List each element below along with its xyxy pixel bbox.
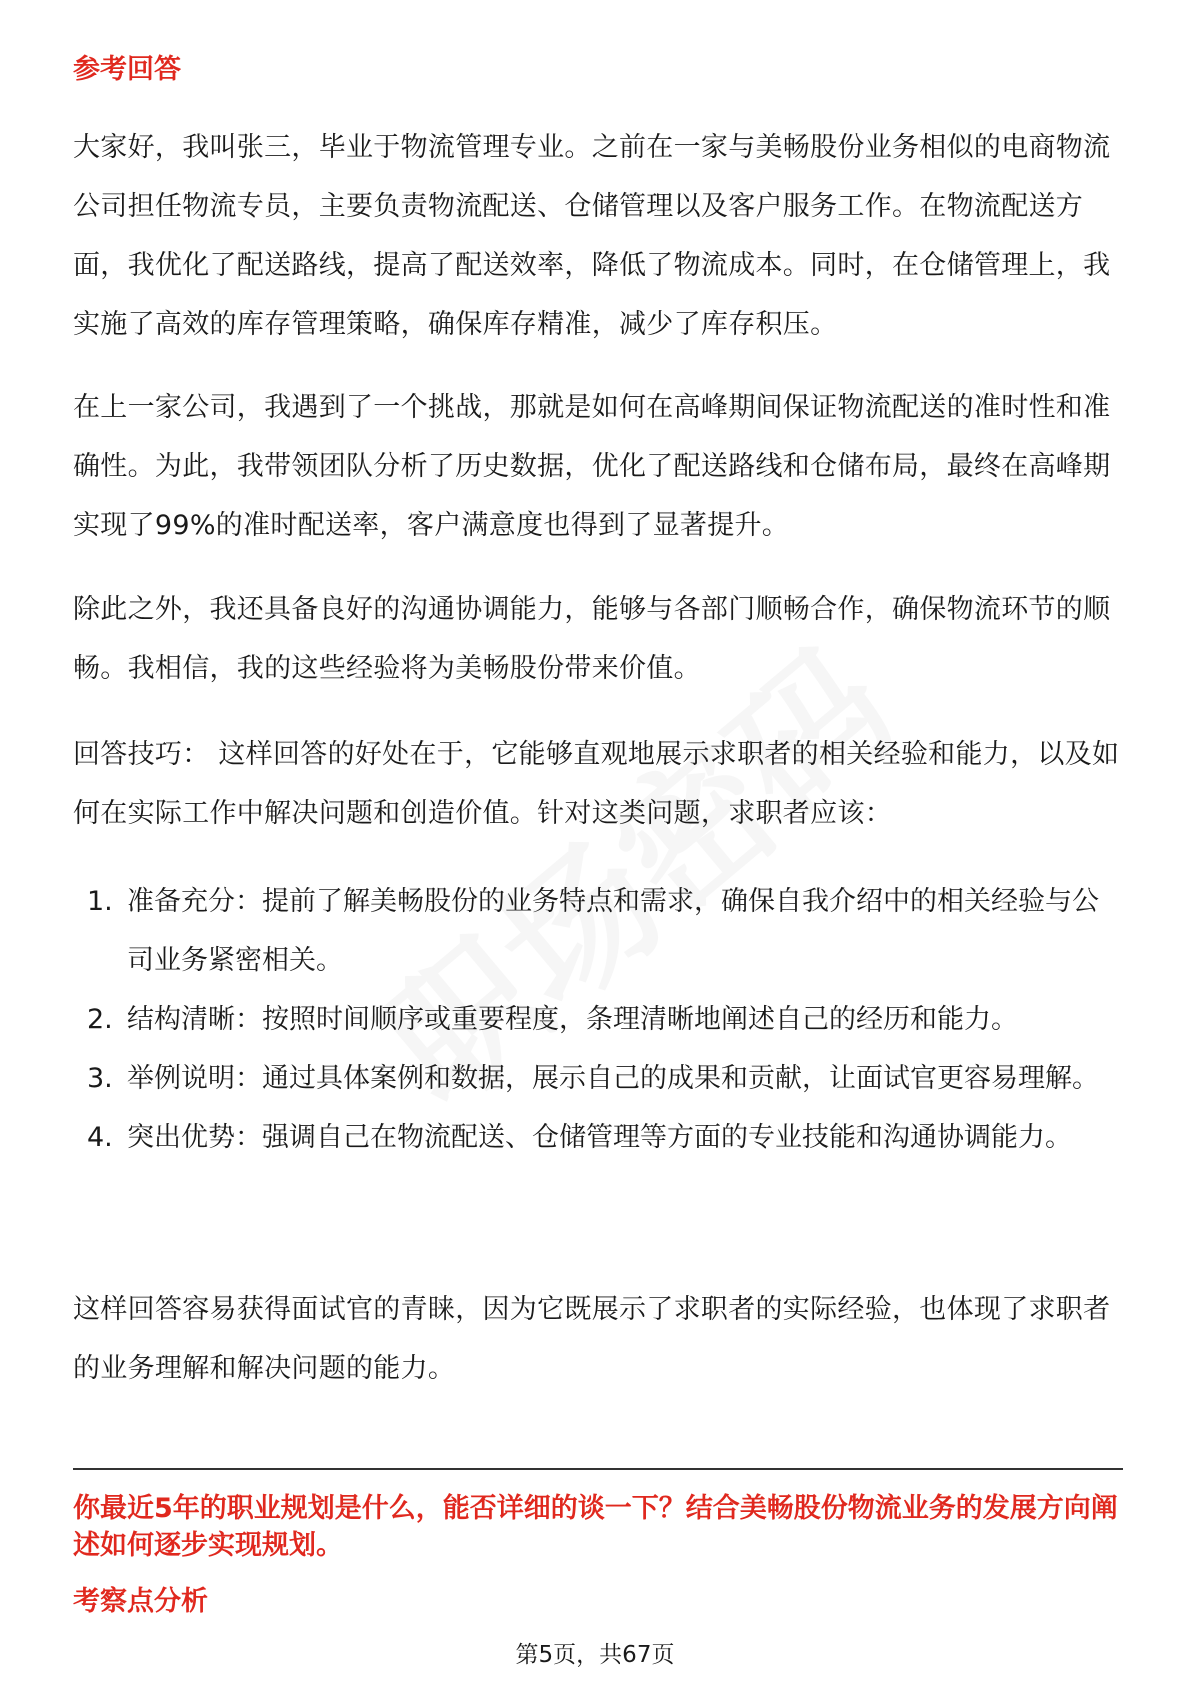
divider [73, 1468, 1123, 1470]
list-number: 1. [87, 886, 113, 917]
analysis-title: 考察点分析 [73, 1586, 208, 1617]
list-number: 3. [87, 1063, 113, 1094]
answer-conclusion: 这样回答容易获得面试官的青睐，因为它既展示了求职者的实际经验，也体现了求职者的业务理解和解决问题的能力。 [73, 1294, 1111, 1384]
list-number: 2. [87, 1004, 113, 1035]
section-title: 参考回答 [73, 54, 181, 85]
list-text: 准备充分：提前了解美畅股份的业务特点和需求，确保自我介绍中的相关经验与公司业务紧密相关。 [127, 886, 1099, 976]
list-number: 4. [87, 1122, 113, 1153]
list-text: 突出优势：强调自己在物流配送、仓储管理等方面的专业技能和沟通协调能力。 [127, 1122, 1072, 1153]
page-footer: 第5页，共67页 [515, 1642, 675, 1668]
answer-paragraph-2: 在上一家公司，我遇到了一个挑战，那就是如何在高峰期间保证物流配送的准时性和准确性。为此，我带领团队分析了历史数据，优化了配送路线和仓储布局，最终在高峰期实现了99%的准时配送率，客户满意度也得到了显著提升。 [73, 392, 1111, 541]
answer-paragraph-1: 大家好，我叫张三，毕业于物流管理专业。之前在一家与美畅股份业务相似的电商物流公司担任物流专员，主要负责物流配送、仓储管理以及客户服务工作。在物流配送方面，我优化了配送路线，提高了配送效率，降低了物流成本。同时，在仓储管理上，我实施了高效的库存管理策略，确保库存精准，减少了库存积压。 [73, 132, 1111, 340]
list-item [73, 1108, 1123, 1167]
answer-paragraph-3: 除此之外，我还具备良好的沟通协调能力，能够与各部门顺畅合作，确保物流环节的顺畅。我相信，我的这些经验将为美畅股份带来价值。 [73, 594, 1111, 684]
tips-intro: 回答技巧： 这样回答的好处在于，它能够直观地展示求职者的相关经验和能力，以及如何在实际工作中解决问题和创造价值。针对这类问题，求职者应该： [73, 739, 1120, 829]
list-text: 结构清晰：按照时间顺序或重要程度，条理清晰地阐述自己的经历和能力。 [127, 1004, 1018, 1035]
list-item [73, 872, 1123, 990]
next-question: 你最近5年的职业规划是什么，能否详细的谈一下？结合美畅股份物流业务的发展方向阐述如何逐步实现规划。 [73, 1493, 1118, 1561]
tips-list [73, 872, 1123, 1167]
list-item [73, 1049, 1123, 1108]
list-text: 举例说明：通过具体案例和数据，展示自己的成果和贡献，让面试官更容易理解。 [127, 1063, 1099, 1094]
list-item [73, 990, 1123, 1049]
